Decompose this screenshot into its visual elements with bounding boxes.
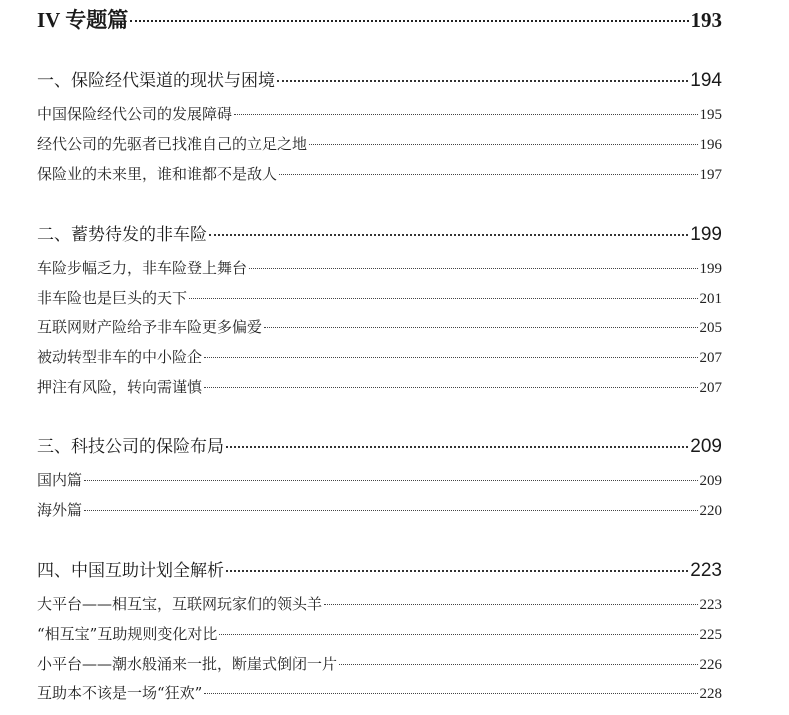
dot-leader [204, 693, 697, 694]
dot-leader [309, 144, 697, 145]
entry-page-number: 220 [699, 503, 722, 519]
dot-leader [339, 664, 697, 665]
dot-leader [277, 80, 688, 82]
dot-leader [84, 480, 697, 481]
dot-leader [226, 446, 688, 448]
toc-entry[interactable] [37, 315, 722, 339]
dot-leader [226, 570, 688, 572]
entry-title: 经代公司的先驱者已找准自己的立足之地 [37, 135, 308, 153]
entry-page-number: 223 [699, 597, 722, 613]
entry-page-number: 209 [699, 473, 722, 489]
entry-page-number: 199 [699, 261, 722, 277]
section-title: 四、中国互助计划全解析 [37, 561, 224, 581]
section-page-number: 194 [690, 70, 722, 91]
section-heading-4[interactable] [37, 558, 722, 584]
entry-page-number: 228 [699, 686, 722, 702]
entry-title: 非车险也是巨头的天下 [37, 289, 188, 307]
dot-leader [234, 114, 697, 115]
toc-entry[interactable] [37, 256, 722, 280]
entry-title: 中国保险经代公司的发展障碍 [37, 105, 233, 123]
toc-entry[interactable] [37, 132, 722, 156]
entry-title: 车险步幅乏力，非车险登上舞台 [37, 259, 248, 277]
entry-title: 被动转型非车的中小险企 [37, 348, 203, 366]
entry-page-number: 197 [699, 167, 722, 183]
dot-leader [264, 327, 697, 328]
section-title: 一、保险经代渠道的现状与困境 [37, 71, 275, 91]
dot-leader [204, 387, 697, 388]
dot-leader [279, 174, 697, 175]
dot-leader [189, 298, 697, 299]
entry-title: 大平台——相互宝，互联网玩家们的领头羊 [37, 595, 323, 613]
part-page-number: 193 [690, 8, 722, 32]
toc-entry[interactable] [37, 286, 722, 310]
toc-entry[interactable] [37, 592, 722, 616]
section-heading-1[interactable] [37, 68, 722, 94]
section-title: 二、蓄势待发的非车险 [37, 225, 207, 245]
entry-title: 小平台——潮水般涌来一批，断崖式倒闭一片 [37, 655, 338, 673]
entry-title: 互联网财产险给予非车险更多偏爱 [37, 318, 263, 336]
entry-page-number: 225 [699, 627, 722, 643]
dot-leader [84, 510, 697, 511]
entry-page-number: 207 [699, 350, 722, 366]
entry-title: 互助本不该是一场“狂欢” [37, 684, 203, 702]
part-title: IV 专题篇 [37, 8, 129, 32]
toc-entry[interactable] [37, 102, 722, 126]
dot-leader [130, 20, 688, 22]
toc-entry[interactable] [37, 162, 722, 186]
dot-leader [204, 357, 697, 358]
toc-entry[interactable] [37, 345, 722, 369]
section-heading-3[interactable] [37, 434, 722, 460]
toc-entry[interactable] [37, 622, 722, 646]
entry-title: 海外篇 [37, 501, 83, 519]
toc-entry[interactable] [37, 681, 722, 705]
part-heading[interactable] [37, 5, 722, 35]
dot-leader [249, 268, 697, 269]
entry-title: 保险业的未来里，谁和谁都不是敌人 [37, 165, 278, 183]
toc-entry[interactable] [37, 652, 722, 676]
section-page-number: 223 [690, 560, 722, 581]
entry-page-number: 207 [699, 380, 722, 396]
section-title: 三、科技公司的保险布局 [37, 437, 224, 457]
section-page-number: 199 [690, 224, 722, 245]
toc-entry[interactable] [37, 498, 722, 522]
section-heading-2[interactable] [37, 222, 722, 248]
entry-page-number: 226 [699, 657, 722, 673]
section-page-number: 209 [690, 436, 722, 457]
entry-title: 押注有风险，转向需谨慎 [37, 378, 203, 396]
entry-title: 国内篇 [37, 471, 83, 489]
entry-page-number: 195 [699, 107, 722, 123]
dot-leader [219, 634, 697, 635]
entry-page-number: 196 [699, 137, 722, 153]
entry-title: “相互宝”互助规则变化对比 [37, 625, 218, 643]
entry-page-number: 201 [699, 291, 722, 307]
entry-page-number: 205 [699, 320, 722, 336]
dot-leader [324, 604, 697, 605]
dot-leader [209, 234, 688, 236]
toc-entry[interactable] [37, 468, 722, 492]
toc-entry[interactable] [37, 375, 722, 399]
